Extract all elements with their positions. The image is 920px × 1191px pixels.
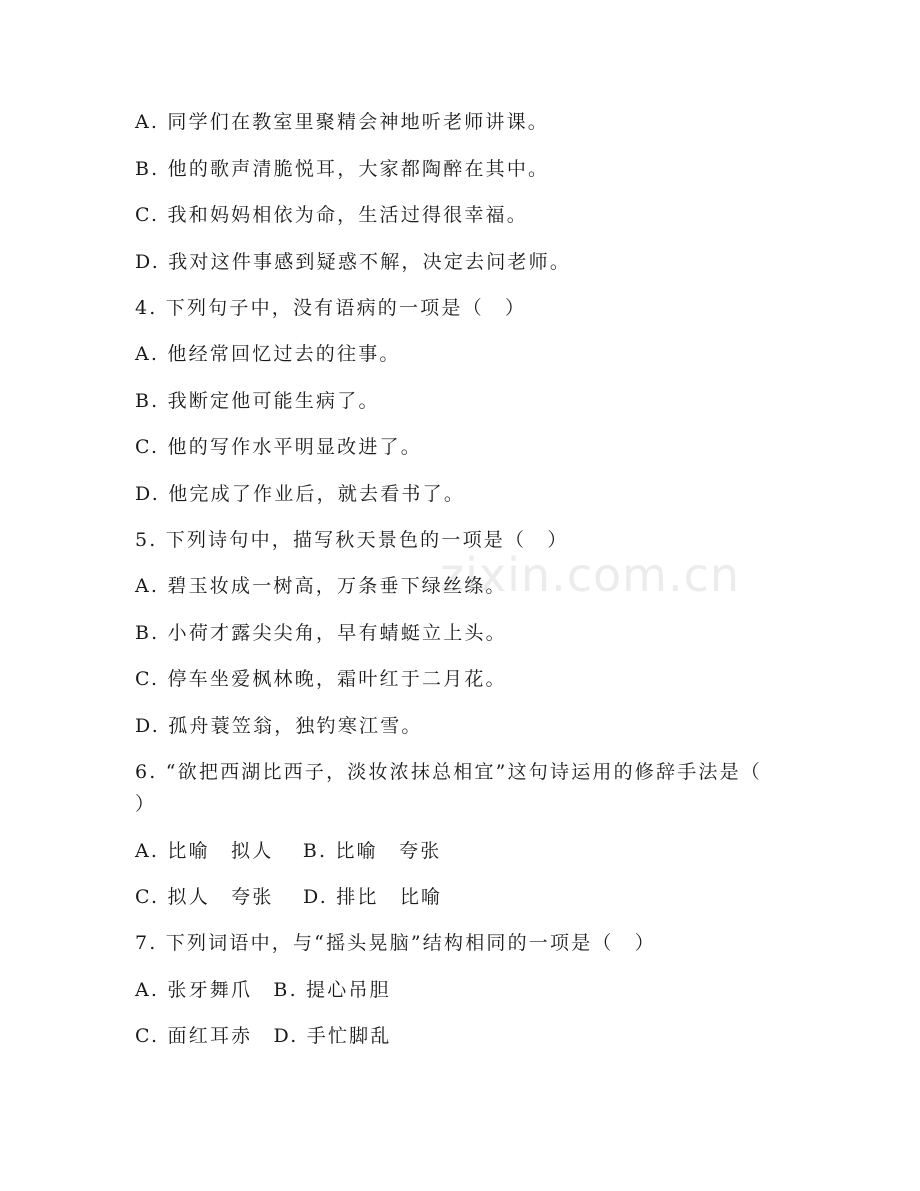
- q5-option-a: A. 碧玉妆成一树高，万条垂下绿丝绦。: [135, 575, 507, 597]
- q6-options-cd: C. 拟人 夸张 D. 排比 比喻: [135, 886, 443, 908]
- question-7: 7. 下列词语中，与“摇头晃脑”结构相同的一项是（ ）: [135, 932, 656, 954]
- watermark: zixin.com.cn: [440, 548, 741, 602]
- question-4: 4. 下列句子中，没有语病的一项是（ ）: [135, 297, 527, 319]
- q3-option-c: C. 我和妈妈相依为命，生活过得很幸福。: [135, 204, 528, 226]
- q3-option-a: A. 同学们在教室里聚精会神地听老师讲课。: [135, 111, 550, 133]
- q5-option-c: C. 停车坐爱枫林晚，霜叶红于二月花。: [135, 668, 507, 690]
- question-6: 6. “欲把西湖比西子，淡妆浓抹总相宜”这句诗运用的修辞手法是（: [135, 761, 762, 783]
- q6-options-ab: A. 比喻 拟人 B. 比喻 夸张: [135, 840, 442, 862]
- q5-option-b: B. 小荷才露尖尖角，早有蜻蜓立上头。: [135, 622, 507, 644]
- q3-option-b: B. 他的歌声清脆悦耳，大家都陶醉在其中。: [135, 158, 550, 180]
- q3-option-d: D. 我对这件事感到疑惑不解，决定去问老师。: [135, 251, 572, 273]
- q4-option-a: A. 他经常回忆过去的往事。: [135, 343, 401, 365]
- q7-options-ab: A. 张牙舞爪 B. 提心吊胆: [135, 979, 391, 1001]
- q5-option-d: D. 孤舟蓑笠翁，独钓寒江雪。: [135, 715, 423, 737]
- q4-option-d: D. 他完成了作业后，就去看书了。: [135, 483, 466, 505]
- q4-option-b: B. 我断定他可能生病了。: [135, 390, 380, 412]
- question-5: 5. 下列诗句中，描写秋天景色的一项是（ ）: [135, 529, 569, 551]
- q4-option-c: C. 他的写作水平明显改进了。: [135, 436, 422, 458]
- question-6-continued: ）: [135, 793, 157, 815]
- q7-options-cd: C. 面红耳赤 D. 手忙脚乱: [135, 1025, 392, 1047]
